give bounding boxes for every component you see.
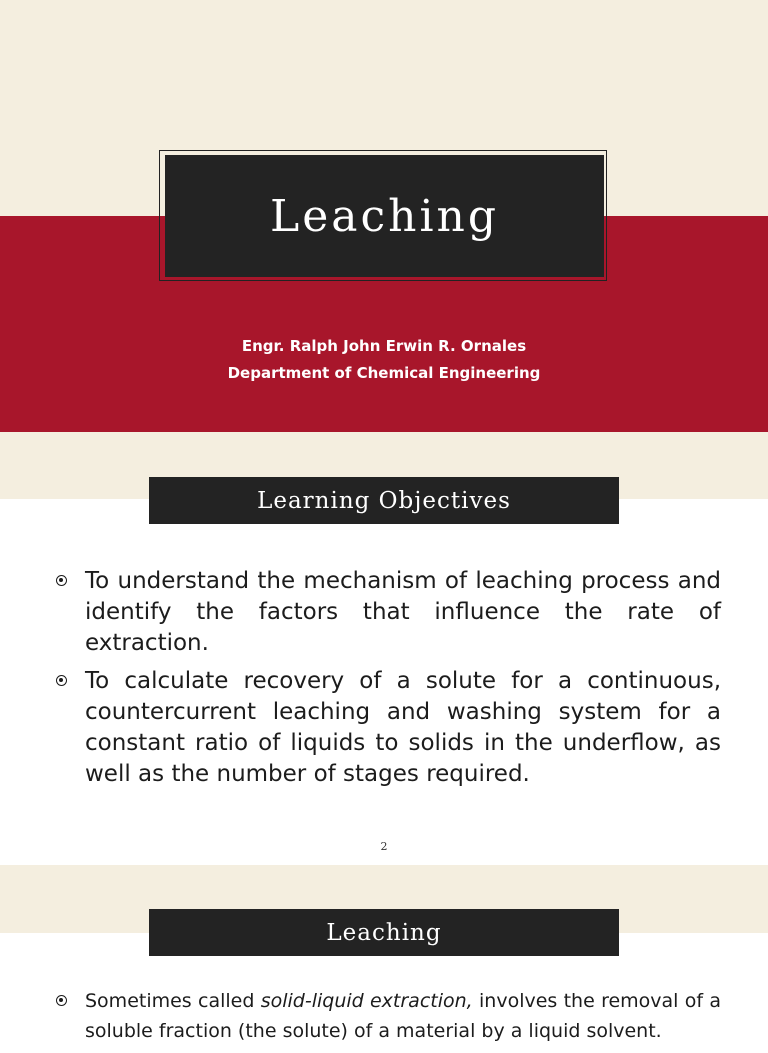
- bullet-prefix: Sometimes called: [85, 990, 261, 1012]
- list-item-text: To understand the mechanism of leaching process and identify the factors that influence the rate of extraction.: [85, 568, 721, 656]
- list-item-text: [85, 986, 721, 1046]
- author-department: Department of Chemical Engineering: [227, 364, 541, 382]
- objectives-list: [56, 566, 721, 797]
- leaching-heading: Leaching: [149, 909, 619, 956]
- bullet-rest: involves the removal of a soluble fraction (the solute) of a material by a liquid solvent.: [85, 990, 721, 1042]
- page-number: 2: [380, 840, 388, 853]
- objectives-heading: Learning Objectives: [149, 477, 619, 524]
- bullet-italic-term: solid-liquid extraction,: [260, 990, 473, 1012]
- list-item-text: To calculate recovery of a solute for a continuous, countercurrent leaching and washing system for a constant ratio of liquids to solids in the underflow, as well as the number of stages required.: [85, 668, 721, 787]
- list-item: [56, 566, 721, 659]
- list-item: [56, 986, 721, 1046]
- radio-bullet-icon: [56, 575, 67, 586]
- leaching-list: [56, 986, 721, 1053]
- title-box: [165, 155, 604, 277]
- author-name: Engr. Ralph John Erwin R. Ornales: [241, 337, 527, 355]
- list-item: [56, 666, 721, 790]
- slide-title: Leaching: [269, 190, 500, 242]
- radio-bullet-icon: [56, 995, 67, 1006]
- radio-bullet-icon: [56, 675, 67, 686]
